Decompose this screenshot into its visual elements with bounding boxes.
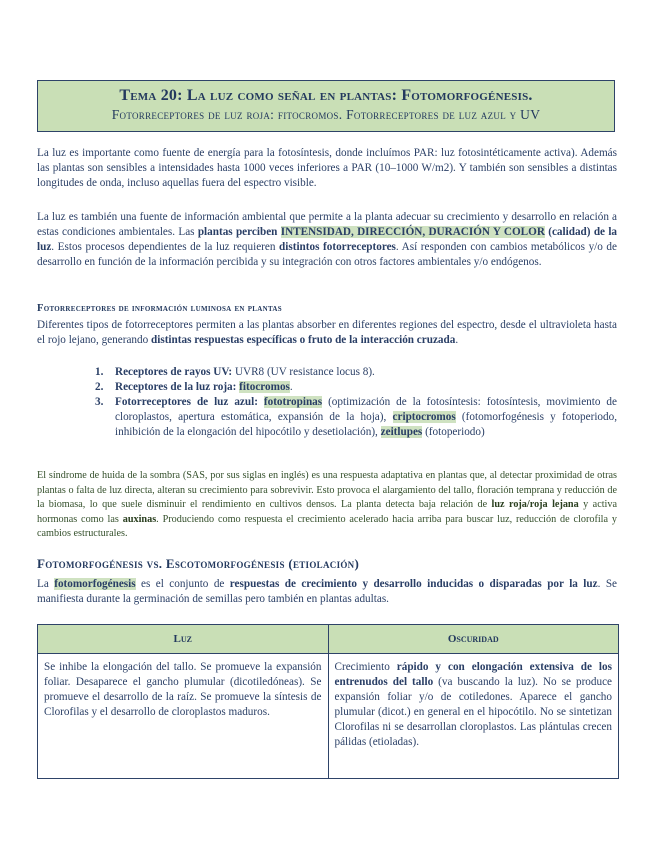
header-luz: Luz — [38, 625, 329, 654]
intro-text-a: La luz es también una fuente de información ambiental que permite a la planta adecuar su crecimiento y desarrollo en relación a estas condiciones ambientales. Las — [37, 211, 617, 238]
section1-text-c: . — [455, 334, 459, 346]
header-oscuridad: Oscuridad — [328, 625, 619, 654]
receptor-list — [95, 365, 617, 440]
section2-highlight-fotomorfogenesis: fotomorfogénesis — [54, 578, 136, 590]
list-text-2: (fotomorfogénesis y fotoperiodo, inhibición de la elongación del hipocótilo y desetiolación), — [115, 411, 618, 438]
page-subtitle: Fotorreceptores de luz roja: fitocromos. Fotorreceptores de luz azul y UV — [111, 107, 541, 122]
list-item — [95, 395, 617, 440]
section2-heading: Fotomorfogénesis vs. Escotomorfogénesis (etiolación) — [37, 556, 360, 571]
cell-oscuridad-text-c: (va buscando la luz). No se produce expansión foliar y/o de cotiledones. Aparece el gancho plumular (dicot.) en general en el hipocótilo. No se sintetizan Clorofilas ni se desarrollan cloroplastos. Las plántulas crecen pálidas (etioladas). — [334, 676, 613, 748]
list-text: . — [289, 381, 293, 393]
intro-highlight-properties: INTENSIDAD, DIRECCIÓN, DURACIÓN Y COLOR — [280, 226, 545, 238]
sas-text-e: . Produciendo como respuesta el crecimiento acelerado hacia arriba para buscar luz, reducción de clorofila y cambios estructurales. — [37, 513, 617, 539]
comparison-table — [37, 624, 619, 779]
list-label: Receptores de rayos UV: — [115, 366, 233, 378]
section1-text-a: Diferentes tipos de fotorreceptores permiten a las plantas absorber en diferentes regiones del espectro, desde el ultravioleta hasta el rojo lejano, generando — [37, 319, 617, 346]
section1-paragraph — [37, 318, 617, 348]
list-item — [95, 380, 617, 395]
list-item — [95, 365, 617, 380]
intro-bold-fotorreceptores: distintos fotorreceptores — [279, 241, 396, 253]
list-highlight-criptocromos: criptocromos — [392, 411, 456, 423]
sas-bold-auxinas: auxinas — [122, 513, 157, 525]
intro-paragraph-1: La luz es importante como fuente de energía para la fotosíntesis, donde incluímos PAR: luz fotosintéticamente activa). Además las plantas son sensibles a intensidades hasta 1000 veces inferiores a PAR (10–1000 W/m2). Y también son sensibles a distintas longitudes de onda, incluso aquellas fuera del espectro visible. — [37, 147, 617, 189]
sas-bold-luz-roja: luz roja/roja lejana — [491, 499, 579, 510]
table-header-row — [38, 625, 619, 654]
section2-text-a: La — [37, 578, 55, 590]
section2-text-e: . Se manifiesta durante la germinación de semillas pero también en plantas adultas. — [37, 578, 618, 605]
cell-luz: Se inhibe la elongación del tallo. Se promueve la expansión foliar. Desaparece el gancho plumular (dicotiledóneas). Se promueve el desarrollo de la raíz. Se promueve la síntesis de Clorofilas y el desarrollo de cloroplastos maduros. — [38, 654, 329, 779]
intro-paragraph-2 — [37, 210, 617, 270]
table-row — [38, 654, 619, 779]
list-number: 1. — [95, 366, 104, 378]
list-text: UVR8 (UV resistance locus 8). — [232, 366, 375, 378]
list-number: 3. — [95, 396, 104, 408]
section2-bold-respuestas: respuestas de crecimiento y desarrollo inducidas o disparadas por la luz — [229, 578, 598, 590]
list-highlight-fototropinas: fototropinas — [263, 396, 323, 408]
list-text-3: (fotoperiodo) — [422, 426, 485, 438]
cell-oscuridad-text-a: Crecimiento — [334, 661, 397, 673]
list-label: Receptores de la luz roja: — [115, 381, 237, 393]
list-highlight: fitocromos — [239, 381, 290, 393]
list-text-1: (optimización de la fotosíntesis: fotosíntesis, movimiento de cloroplastos, apertura estomática, expansión de la hoja), — [115, 396, 617, 423]
list-highlight-zeitlupes: zeitlupes — [380, 426, 423, 438]
title-box — [37, 80, 615, 132]
cell-oscuridad-bold: rápido y con elongación extensiva de los entrenudos del tallo — [334, 661, 612, 688]
list-number: 2. — [95, 381, 104, 393]
list-label: Fotorreceptores de luz azul: — [115, 396, 258, 408]
page-title: Tema 20: La luz como señal en plantas: Fotomorfogénesis. — [119, 87, 533, 104]
section2-paragraph — [37, 577, 617, 607]
sas-paragraph — [37, 469, 617, 542]
section1-bold-respuestas: distintas respuestas específicas o fruto de la interacción cruzada — [151, 334, 456, 346]
intro-text-e: . Estos procesos dependientes de la luz requieren — [51, 241, 280, 253]
section2-text-c: es el conjunto de — [135, 578, 230, 590]
intro-text-g: . Así responden con cambios metabólicos y/o de desarrollo en función de la información percibida y su integración con otros factores ambientales y/o endógenos. — [37, 241, 617, 268]
intro-bold-perciben: plantas perciben — [197, 226, 278, 238]
intro-bold-calidad: (calidad) de la luz — [37, 226, 618, 253]
section1-heading: Fotorreceptores de información luminosa en plantas — [37, 303, 282, 314]
cell-oscuridad — [328, 654, 619, 779]
sas-text-c: y activa hormonas como las — [37, 499, 617, 525]
sas-text-a: El síndrome de huida de la sombra (SAS, por sus siglas en inglés) es una respuesta adaptativa en plantas que, al detectar proximidad de otras plantas o falta de luz directa, alteran su crecimiento para sobrevivir. Esto provoca el alargamiento del tallo, floración temprana y reducción de la biomasa, lo que suele disminuir el rendimiento en cultivos densos. La planta detecta baja relación de — [37, 470, 617, 510]
